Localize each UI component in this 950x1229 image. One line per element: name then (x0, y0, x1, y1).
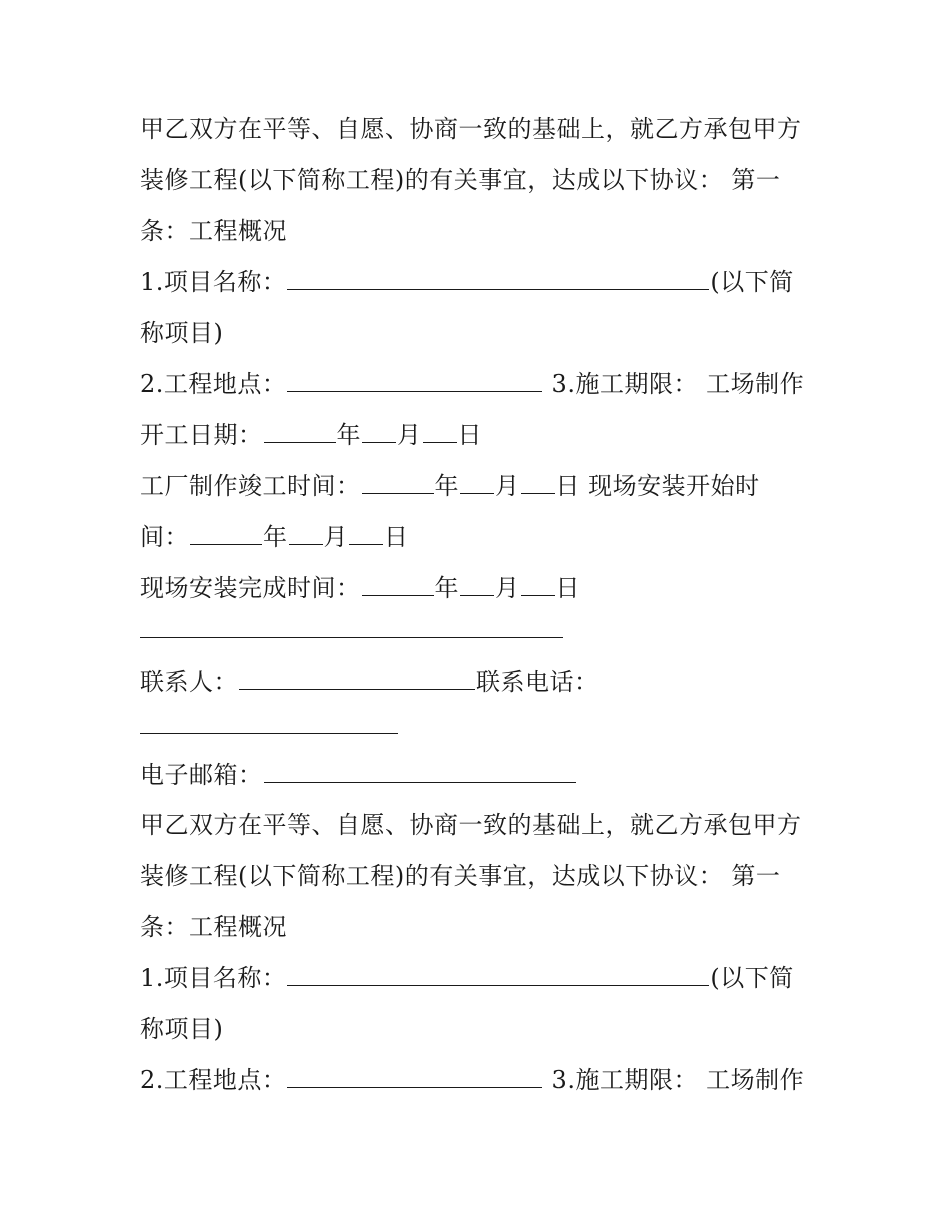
intro-text: 装修工程(以下简称工程)的有关事宜，达成以下协议： 第一 (140, 862, 781, 890)
month-blank[interactable] (460, 471, 494, 494)
project-name-label: 1.项目名称： (140, 268, 287, 296)
year-blank[interactable] (362, 471, 434, 494)
year-label: 年 (263, 523, 288, 551)
phone-label: 联系电话： (476, 668, 599, 696)
month-blank[interactable] (362, 420, 396, 443)
section-heading: 条：工程概况 (140, 217, 287, 245)
intro-line-1 (140, 114, 802, 144)
contact-label: 联系人： (140, 668, 238, 696)
location-line (140, 1065, 804, 1095)
year-blank[interactable] (190, 522, 262, 545)
email-label: 电子邮箱： (140, 761, 263, 789)
start-date-label: 开工日期： (140, 421, 263, 449)
intro-text: 甲乙双方在平等、自愿、协商一致的基础上，就乙方承包甲方 (140, 115, 802, 143)
day-label: 日 (555, 472, 580, 500)
project-name-suffix: (以下简 (710, 964, 794, 992)
month-label: 月 (323, 523, 348, 551)
month-label: 月 (397, 421, 422, 449)
location-blank[interactable] (287, 1065, 542, 1088)
location-label: 2.工程地点： (140, 370, 287, 398)
day-blank[interactable] (521, 573, 555, 596)
project-name-cont: 称项目) (140, 1015, 224, 1043)
email-line (140, 760, 577, 790)
project-name-line (140, 963, 794, 993)
intro-line-3 (140, 912, 287, 942)
phone-blank[interactable] (140, 733, 398, 734)
intro-line-1 (140, 810, 802, 840)
project-name-blank[interactable] (287, 267, 709, 290)
month-label: 月 (495, 472, 520, 500)
signature-rule[interactable] (140, 637, 563, 638)
year-blank[interactable] (264, 420, 336, 443)
year-label: 年 (434, 472, 459, 500)
site-done-label: 现场安装完成时间： (140, 574, 361, 602)
intro-line-2 (140, 165, 780, 195)
site-done-line (140, 573, 580, 603)
intro-line-3 (140, 216, 287, 246)
day-blank[interactable] (423, 420, 457, 443)
contact-line (140, 667, 599, 697)
project-name-cont-line (140, 1014, 223, 1044)
email-blank[interactable] (264, 760, 576, 783)
contact-blank[interactable] (239, 667, 475, 690)
day-blank[interactable] (521, 471, 555, 494)
project-name-line (140, 267, 794, 297)
start-date-line (140, 420, 482, 450)
year-label: 年 (434, 574, 459, 602)
project-name-cont: 称项目) (140, 319, 224, 347)
intro-text: 装修工程(以下简称工程)的有关事宜，达成以下协议： 第一 (140, 166, 781, 194)
project-name-label: 1.项目名称： (140, 964, 287, 992)
project-name-suffix: (以下简 (710, 268, 794, 296)
month-blank[interactable] (289, 522, 323, 545)
project-name-blank[interactable] (287, 963, 709, 986)
site-start-cont: 间： (140, 523, 189, 551)
day-label: 日 (457, 421, 482, 449)
factory-done-line (140, 471, 760, 501)
site-start-label: 现场安装开始时 (588, 472, 760, 500)
intro-line-2 (140, 861, 780, 891)
location-line (140, 369, 804, 399)
day-blank[interactable] (349, 522, 383, 545)
site-start-cont-line (140, 522, 409, 552)
month-blank[interactable] (460, 573, 494, 596)
section-heading: 条：工程概况 (140, 913, 287, 941)
year-blank[interactable] (362, 573, 434, 596)
day-label: 日 (384, 523, 409, 551)
project-name-cont-line (140, 318, 223, 348)
location-blank[interactable] (287, 369, 542, 392)
factory-done-label: 工厂制作竣工时间： (140, 472, 361, 500)
year-label: 年 (336, 421, 361, 449)
day-label: 日 (555, 574, 580, 602)
period-label: 3.施工期限： 工场制作 (551, 370, 805, 398)
month-label: 月 (495, 574, 520, 602)
intro-text: 甲乙双方在平等、自愿、协商一致的基础上，就乙方承包甲方 (140, 811, 802, 839)
location-label: 2.工程地点： (140, 1066, 287, 1094)
period-label: 3.施工期限： 工场制作 (551, 1066, 805, 1094)
